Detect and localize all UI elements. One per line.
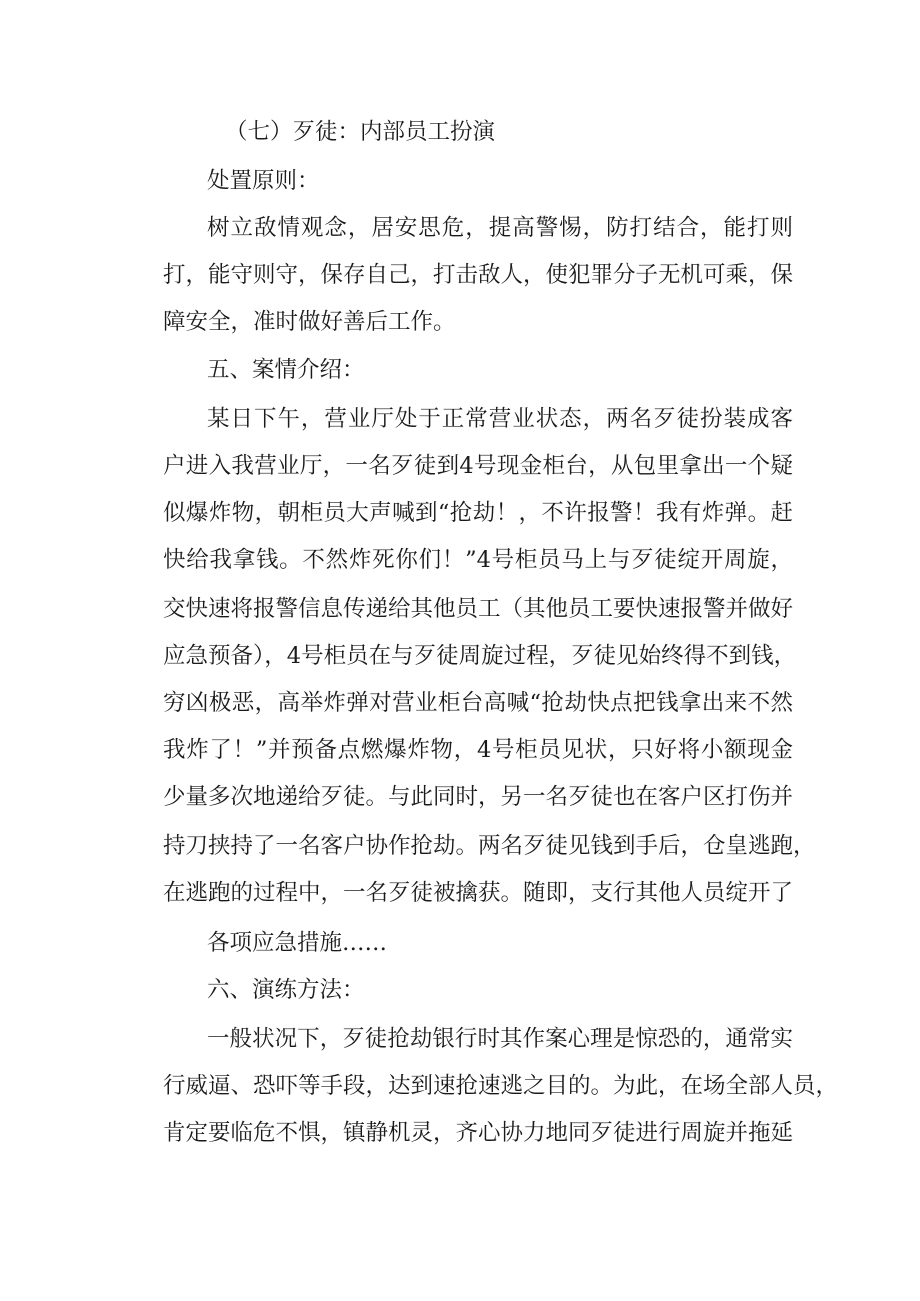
paragraph-line: 肯定要临危不惧，镇静机灵，齐心协力地同歹徒进行周旋并拖延 — [163, 1120, 794, 1146]
paragraph-line: 某日下午，营业厅处于正常营业状态，两名歹徒扮装成客 — [207, 406, 793, 432]
drill-method-heading: 六、演练方法： — [207, 977, 365, 1003]
paragraph-line: 我炸了！”并预备点燃爆炸物，4号柜员见状，只好将小额现金 — [163, 737, 793, 763]
paragraph-line: 应急预备），4号柜员在与歹徒周旋过程，歹徒见始终得不到钱， — [163, 643, 797, 669]
paragraph-line: 穷凶极恶，高举炸弹对营业柜台高喊“抢劫快点把钱拿出来不然 — [163, 690, 793, 716]
paragraph-line: 似爆炸物，朝柜员大声喊到“抢劫！，不许报警！我有炸弹。赶 — [163, 500, 793, 526]
paragraph-line: 在逃跑的过程中，一名歹徒被擒获。随即，支行其他人员绽开了 — [163, 880, 794, 906]
paragraph-line: 打，能守则守，保存自己，打击敌人，使犯罪分子无机可乘，保 — [163, 262, 794, 288]
section-heading-robber-role: （七）歹徒：内部员工扮演 — [225, 119, 496, 145]
paragraph-line: 一般状况下，歹徒抢劫银行时其作案心理是惊恐的，通常实 — [207, 1026, 793, 1052]
paragraph-line: 树立敌情观念，居安思危，提高警惕，防打结合，能打则 — [207, 215, 793, 241]
paragraph-line: 各项应急措施…… — [207, 930, 388, 956]
paragraph-line: 行威逼、恐吓等手段，达到速抢速逃之目的。为此，在场全部人员， — [163, 1073, 839, 1099]
paragraph-line: 少量多次地递给歹徒。与此同时，另一名歹徒也在客户区打伤并 — [163, 784, 794, 810]
case-intro-heading: 五、案情介绍： — [207, 357, 365, 383]
paragraph-line: 持刀挟持了一名客户协作抢劫。两名歹徒见钱到手后，仓皇逃跑， — [163, 833, 816, 859]
paragraph-line: 交快速将报警信息传递给其他员工（其他员工要快速报警并做好 — [163, 596, 794, 622]
paragraph-line: 户进入我营业厅，一名歹徒到4号现金柜台，从包里拿出一个疑 — [163, 453, 793, 479]
paragraph-line: 障安全，准时做好善后工作。 — [163, 309, 456, 335]
paragraph-line: 快给我拿钱。不然炸死你们！”4号柜员马上与歹徒绽开周旋， — [163, 547, 793, 573]
disposal-principle-heading: 处置原则： — [207, 168, 320, 194]
